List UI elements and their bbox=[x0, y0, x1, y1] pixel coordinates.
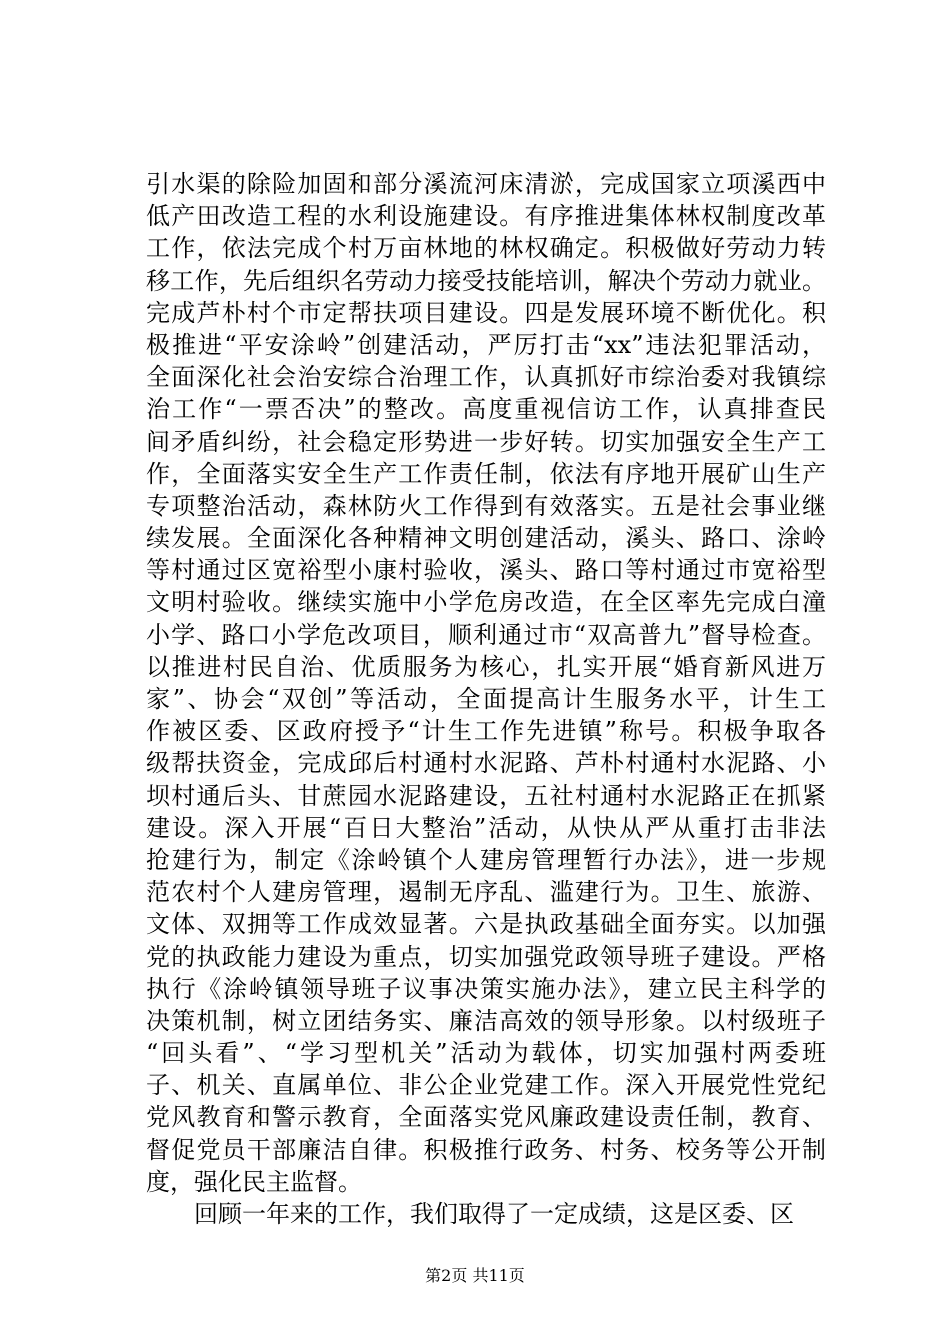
text-line: 文明村验收。继续实施中小学危房改造，在全区率先完成白潼 bbox=[146, 588, 826, 617]
text-line: 以推进村民自治、优质服务为核心，扎实开展“婚育新风进万 bbox=[146, 652, 826, 681]
text-line: 治工作“一票否决”的整改。高度重视信访工作，认真排查民 bbox=[146, 395, 826, 424]
text-line: 引水渠的除险加固和部分溪流河床清淤，完成国家立项溪西中 bbox=[146, 170, 826, 198]
text-line: “回头看”、“学习型机关”活动为载体，切实加强村两委班 bbox=[146, 1039, 826, 1068]
text-line: 度，强化民主监督。 bbox=[146, 1167, 362, 1196]
text-line: 续发展。全面深化各种精神文明创建活动，溪头、路口、涂岭 bbox=[146, 524, 826, 553]
text-line: 范农村个人建房管理，遏制无序乱、滥建行为。卫生、旅游、 bbox=[146, 878, 826, 907]
text-line: 级帮扶资金，完成邱后村通村水泥路、芦朴村通村水泥路、小 bbox=[146, 749, 826, 778]
text-line: 决策机制，树立团结务实、廉洁高效的领导形象。以村级班子 bbox=[146, 1006, 826, 1035]
text-line: 等村通过区宽裕型小康村验收，溪头、路口等村通过市宽裕型 bbox=[146, 556, 826, 585]
text-line: 小学、路口小学危改项目，顺利通过市“双高普九”督导检查。 bbox=[146, 620, 826, 649]
text-line: 间矛盾纠纷，社会稳定形势进一步好转。切实加强安全生产工 bbox=[146, 427, 826, 456]
text-line: 执行《涂岭镇领导班子议事决策实施办法》，建立民主科学的 bbox=[146, 974, 826, 1003]
text-line: 建设。深入开展“百日大整治”活动，从快从严从重打击非法 bbox=[146, 813, 826, 842]
text-line: 家”、协会“双创”等活动，全面提高计生服务水平，计生工 bbox=[146, 685, 826, 713]
text-line: 极推进“平安涂岭”创建活动，严厉打击“xx”违法犯罪活动， bbox=[146, 330, 826, 359]
text-line: 党风教育和警示教育，全面落实党风廉政建设责任制，教育、 bbox=[146, 1103, 826, 1132]
text-line: 完成芦朴村个市定帮扶项目建设。四是发展环境不断优化。积 bbox=[146, 298, 826, 327]
text-line: 低产田改造工程的水利设施建设。有序推进集体林权制度改革 bbox=[146, 202, 826, 231]
text-line: 作被区委、区政府授予“计生工作先进镇”称号。积极争取各 bbox=[146, 717, 826, 746]
text-line: 抢建行为，制定《涂岭镇个人建房管理暂行办法》，进一步规 bbox=[146, 845, 826, 874]
text-line: 子、机关、直属单位、非公企业党建工作。深入开展党性党纪 bbox=[146, 1071, 826, 1100]
text-line: 全面深化社会治安综合治理工作，认真抓好市综治委对我镇综 bbox=[146, 363, 826, 392]
text-line: 工作，依法完成个村万亩林地的林权确定。积极做好劳动力转 bbox=[146, 234, 826, 263]
text-line: 督促党员干部廉洁自律。积极推行政务、村务、校务等公开制 bbox=[146, 1135, 826, 1164]
text-line: 文体、双拥等工作成效显著。六是执政基础全面夯实。以加强 bbox=[146, 910, 826, 939]
text-line: 党的执政能力建设为重点，切实加强党政领导班子建设。严格 bbox=[146, 942, 826, 971]
text-line: 移工作，先后组织名劳动力接受技能培训，解决个劳动力就业。 bbox=[146, 266, 826, 295]
page-footer: 第2页 共11页 bbox=[425, 1266, 525, 1285]
text-line: 回顾一年来的工作，我们取得了一定成绩，这是区委、区 bbox=[194, 1200, 794, 1228]
text-line: 坝村通后头、甘蔗园水泥路建设，五社村通村水泥路正在抓紧 bbox=[146, 781, 826, 810]
text-line: 作，全面落实安全生产工作责任制，依法有序地开展矿山生产 bbox=[146, 459, 826, 488]
text-line: 专项整治活动，森林防火工作得到有效落实。五是社会事业继 bbox=[146, 491, 826, 520]
body-text bbox=[146, 168, 826, 1230]
